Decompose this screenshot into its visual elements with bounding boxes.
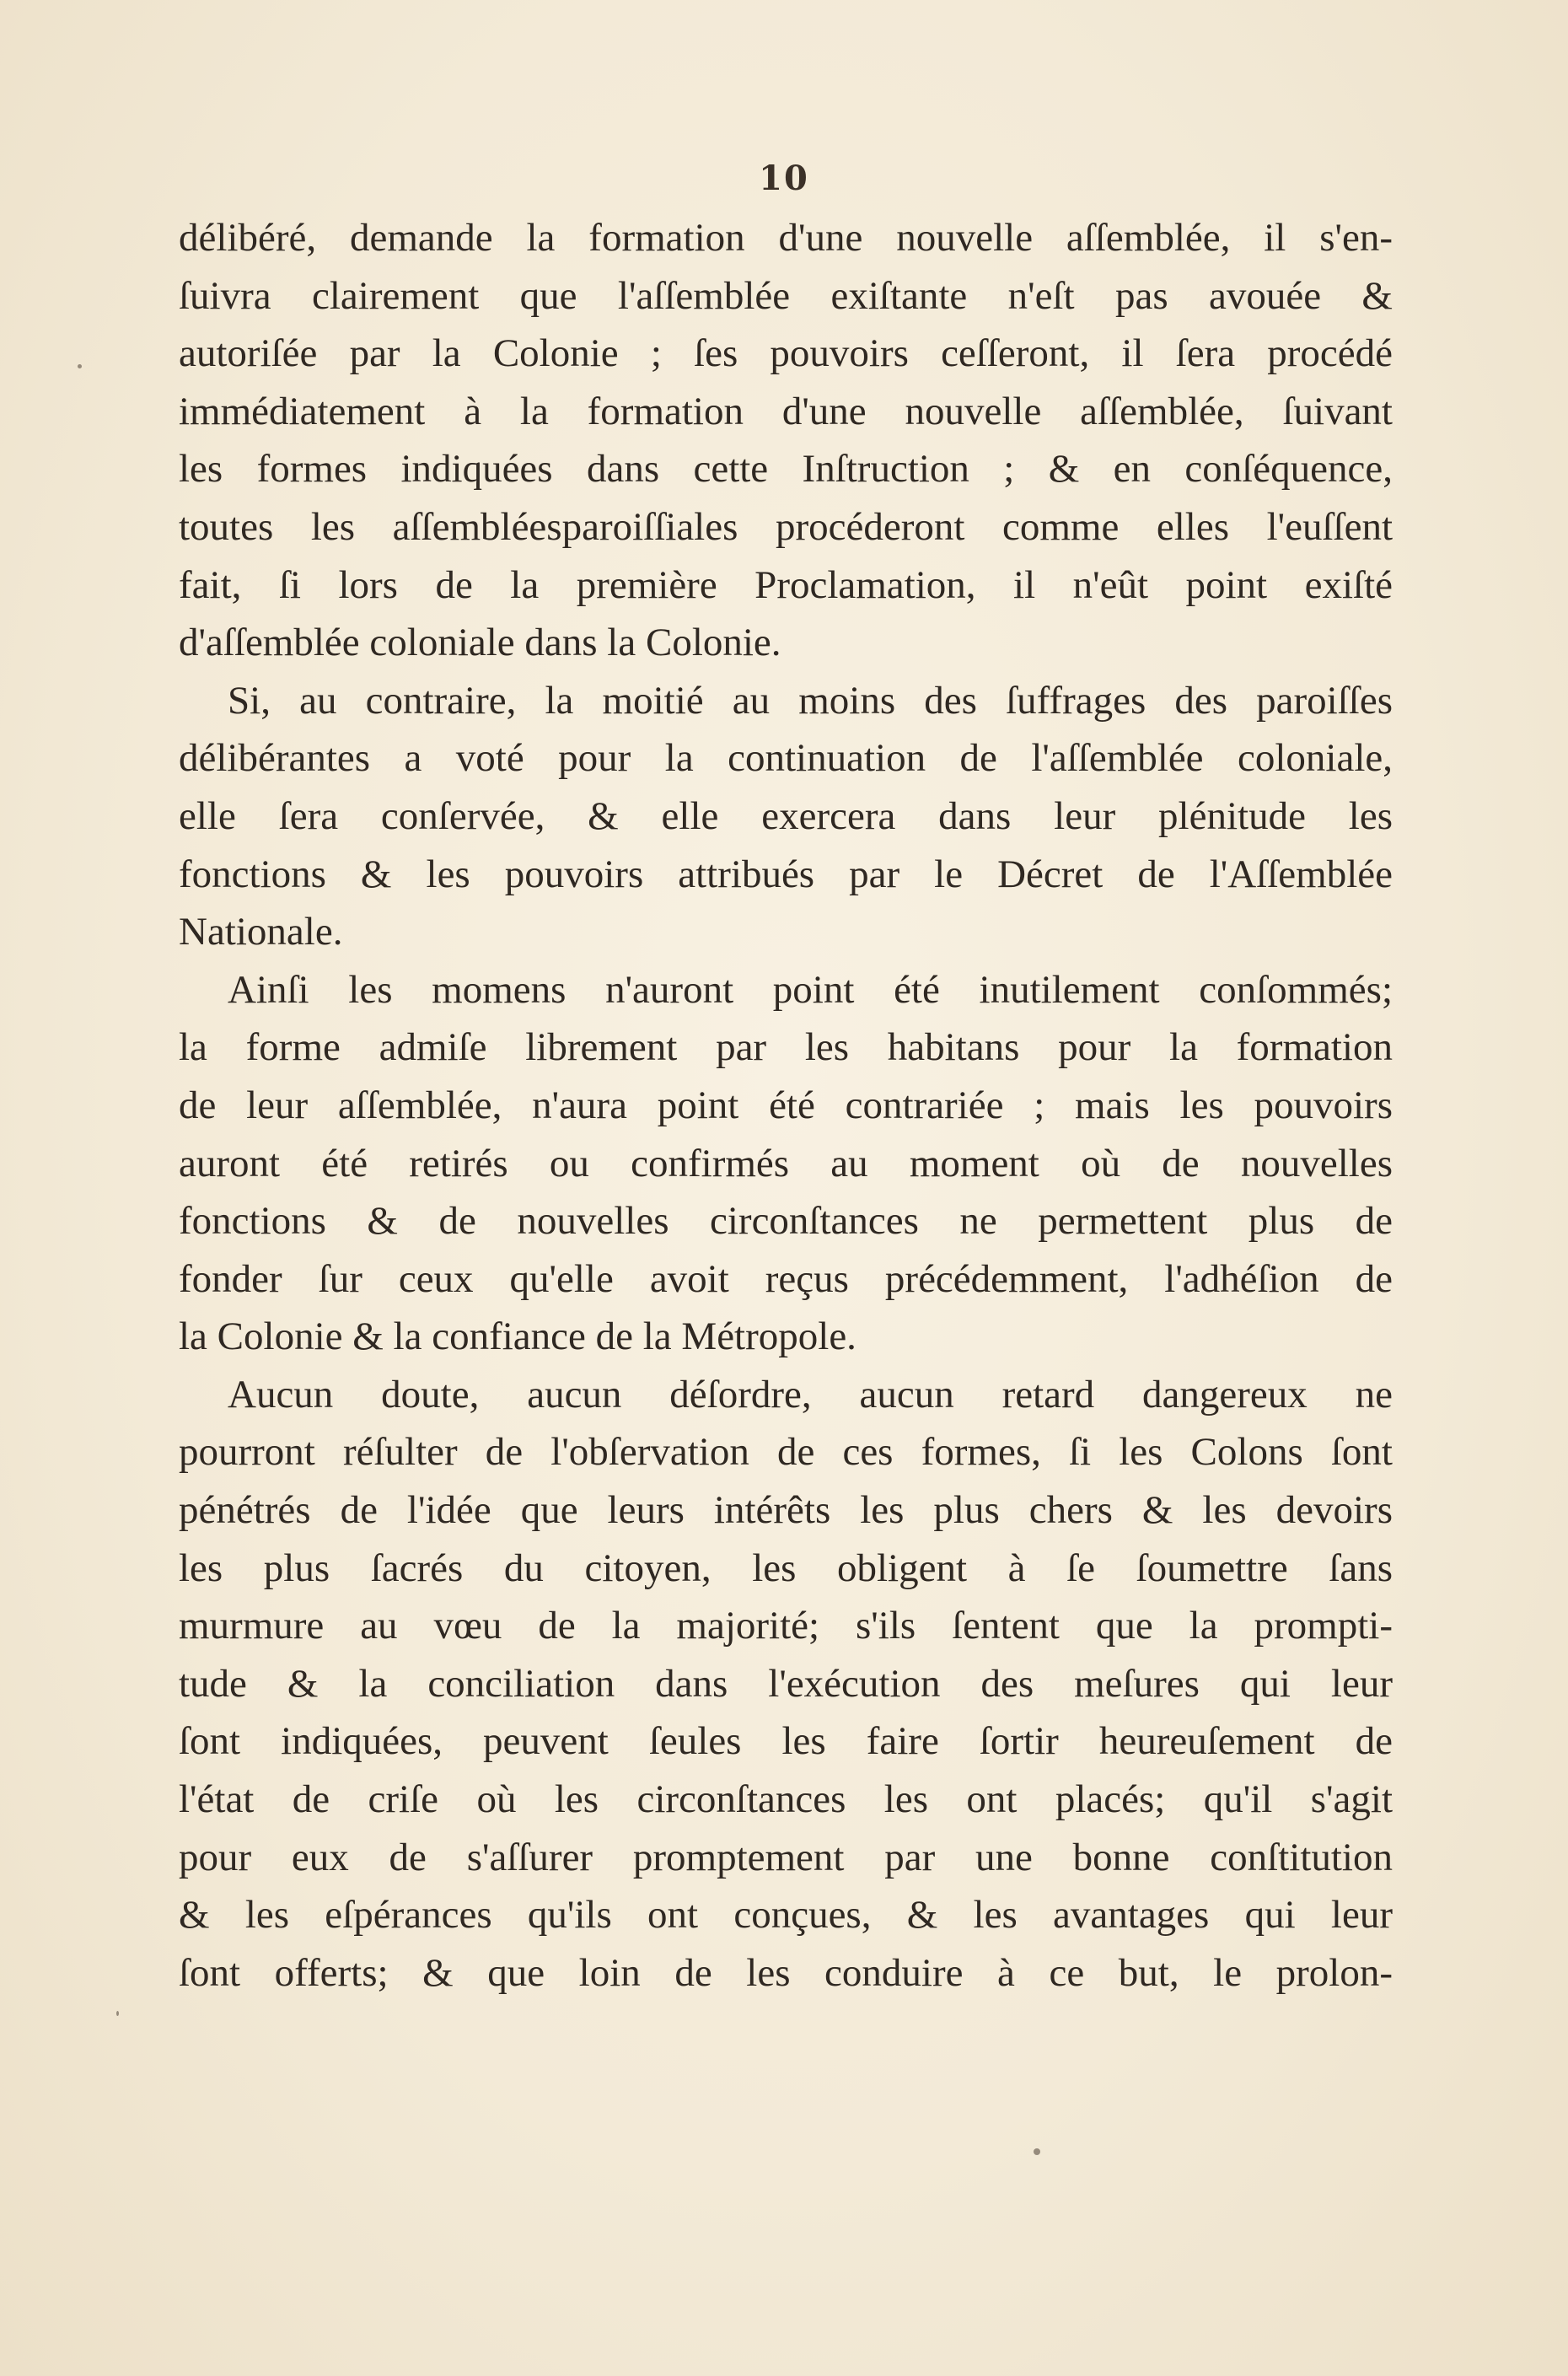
text-line: de leur aſſemblée, n'aura point été contrariée ; mais les pouvoirs — [179, 1083, 1393, 1127]
paper-speck — [116, 2011, 119, 2016]
text-line: fait, ſi lors de la première Proclamation, il n'eût point exiſté — [179, 562, 1393, 607]
text-line: immédiatement à la formation d'une nouvelle aſſemblée, ſuivant — [179, 389, 1393, 433]
paper-speck — [1034, 2148, 1040, 2155]
text-line: toutes les aſſembléesparoiſſiales procéderont comme elles l'euſſent — [179, 504, 1393, 549]
text-line: elle ſera conſervée, & elle exercera dans leur plénitude les — [179, 793, 1393, 838]
text-line: fonder ſur ceux qu'elle avoit reçus précédemment, l'adhéſion de — [179, 1256, 1393, 1301]
text-line: pour eux de s'aſſurer promptement par une bonne conſtitution — [179, 1835, 1393, 1879]
paper-speck — [78, 364, 82, 368]
text-line: autoriſée par la Colonie ; ſes pouvoirs ceſſeront, il ſera procédé — [179, 331, 1393, 376]
text-line: la Colonie & la confiance de la Métropole. — [179, 1314, 856, 1359]
text-line: pourront réſulter de l'obſervation de ces formes, ſi les Colons ſont — [179, 1430, 1393, 1475]
text-line: délibéré, demande la formation d'une nouvelle aſſemblée, il s'en- — [179, 216, 1393, 260]
text-line: pénétrés de l'idée que leurs intérêts les plus chers & les devoirs — [179, 1488, 1393, 1533]
text-line: Nationale. — [179, 910, 343, 954]
paragraph-start-line: Ainſi les momens n'auront point été inutilement conſommés; — [228, 967, 1393, 1012]
text-line: murmure au vœu de la majorité; s'ils ſentent que la prompti- — [179, 1604, 1393, 1648]
text-line: d'aſſemblée coloniale dans la Colonie. — [179, 621, 781, 665]
text-line: la forme admiſe librement par les habitans pour la formation — [179, 1025, 1393, 1070]
text-line: auront été retirés ou confirmés au moment où de nouvelles — [179, 1141, 1393, 1185]
text-line: tude & la conciliation dans l'exécution des meſures qui leur — [179, 1661, 1393, 1706]
text-line: & les eſpérances qu'ils ont conçues, & les avantages qui leur — [179, 1893, 1393, 1938]
text-line: ſont offerts; & que loin de les conduire à ce but, le prolon- — [179, 1950, 1393, 1995]
paragraph-start-line: Si, au contraire, la moitié au moins des ſuffrages des paroiſſes — [228, 678, 1393, 723]
page-number: 10 — [759, 159, 809, 198]
text-line: fonctions & les pouvoirs attribués par le Décret de l'Aſſemblée — [179, 852, 1393, 896]
text-line: les formes indiquées dans cette Inſtruction ; & en conſéquence, — [179, 447, 1393, 492]
text-line: ſuivra clairement que l'aſſemblée exiſtante n'eſt pas avouée & — [179, 273, 1393, 318]
paragraph-start-line: Aucun doute, aucun déſordre, aucun retard dangereux ne — [228, 1372, 1393, 1416]
text-line: l'état de criſe où les circonſtances les ont placés; qu'il s'agit — [179, 1777, 1393, 1822]
body-text — [179, 209, 1393, 2002]
text-line: délibérantes a voté pour la continuation de l'aſſemblée coloniale, — [179, 736, 1393, 781]
text-line: fonctions & de nouvelles circonſtances ne permettent plus de — [179, 1199, 1393, 1244]
text-line: les plus ſacrés du citoyen, les obligent à ſe ſoumettre ſans — [179, 1545, 1393, 1590]
text-line: ſont indiquées, peuvent ſeules les faire ſortir heureuſement de — [179, 1719, 1393, 1764]
